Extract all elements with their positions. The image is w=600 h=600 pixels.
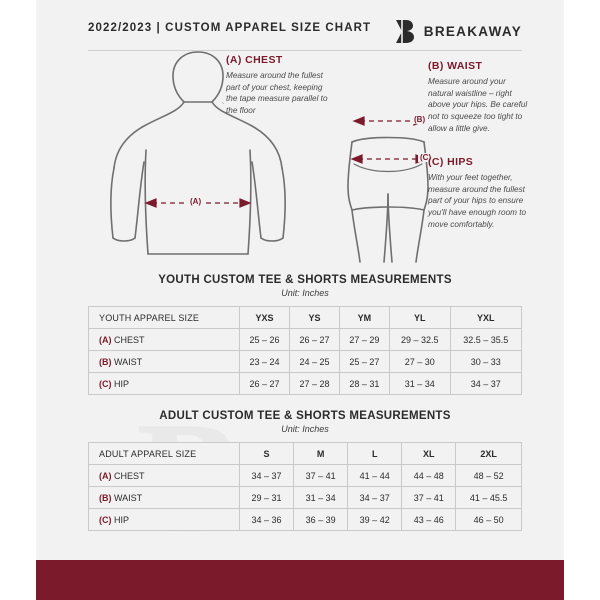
table-header-row bbox=[89, 307, 522, 329]
callout-chest-title: (A) CHEST bbox=[226, 54, 283, 66]
youth-cell-0-3: 29 – 32.5 bbox=[389, 329, 450, 351]
adult-cell-2-3: 43 – 46 bbox=[402, 509, 456, 531]
page-title: 2022/2023 | CUSTOM APPAREL SIZE CHART bbox=[88, 22, 372, 34]
adult-row-header: ADULT APPAREL SIZE bbox=[89, 443, 240, 465]
adult-cell-2-2: 39 – 42 bbox=[348, 509, 402, 531]
youth-col-3: YL bbox=[389, 307, 450, 329]
youth-row-header: YOUTH APPAREL SIZE bbox=[89, 307, 240, 329]
brand-lockup bbox=[392, 18, 522, 44]
youth-cell-2-0: 26 – 27 bbox=[240, 373, 290, 395]
adult-row-1-name: WAIST bbox=[114, 492, 143, 503]
adult-cell-0-1: 37 – 41 bbox=[294, 465, 348, 487]
youth-section bbox=[88, 274, 522, 395]
youth-cell-1-3: 27 – 30 bbox=[389, 351, 450, 373]
chest-measure-tag: (A) bbox=[190, 197, 202, 206]
youth-section-title: YOUTH CUSTOM TEE & SHORTS MEASUREMENTS bbox=[158, 274, 452, 286]
adult-cell-1-3: 37 – 41 bbox=[402, 487, 456, 509]
table-row bbox=[89, 329, 522, 351]
footer-band bbox=[36, 560, 564, 600]
youth-size-table bbox=[88, 306, 522, 395]
youth-row-2-label bbox=[89, 373, 240, 395]
document-header bbox=[36, 14, 564, 50]
youth-cell-1-0: 23 – 24 bbox=[240, 351, 290, 373]
youth-col-0: YXS bbox=[240, 307, 290, 329]
table-row bbox=[89, 373, 522, 395]
adult-section bbox=[88, 410, 522, 531]
callout-hips-body: With your feet together, measure around the fullest part of your hips to ensure you'll have enough room to move comfortably. bbox=[428, 173, 527, 229]
youth-row-0-code: (A) bbox=[99, 334, 112, 345]
youth-cell-2-2: 28 – 31 bbox=[339, 373, 389, 395]
youth-cell-1-2: 25 – 27 bbox=[339, 351, 389, 373]
adult-row-2-name: HIP bbox=[114, 514, 130, 525]
adult-row-0-code: (A) bbox=[99, 470, 112, 481]
adult-row-2-code: (C) bbox=[99, 514, 112, 525]
adult-cell-0-0: 34 – 37 bbox=[240, 465, 294, 487]
adult-row-1-label bbox=[89, 487, 240, 509]
adult-section-title: ADULT CUSTOM TEE & SHORTS MEASUREMENTS bbox=[159, 410, 451, 422]
table-row bbox=[89, 465, 522, 487]
youth-row-2-name: HIP bbox=[114, 378, 130, 389]
youth-row-0-name: CHEST bbox=[114, 334, 145, 345]
adult-cell-1-2: 34 – 37 bbox=[348, 487, 402, 509]
adult-size-table bbox=[88, 442, 522, 531]
adult-row-0-name: CHEST bbox=[114, 470, 145, 481]
table-header-row bbox=[89, 443, 522, 465]
adult-cell-1-4: 41 – 45.5 bbox=[456, 487, 522, 509]
youth-cell-1-1: 24 – 25 bbox=[289, 351, 339, 373]
table-row bbox=[89, 351, 522, 373]
adult-col-4: 2XL bbox=[456, 443, 522, 465]
callout-waist-title: (B) WAIST bbox=[428, 60, 483, 72]
adult-cell-2-0: 34 – 36 bbox=[240, 509, 294, 531]
adult-cell-0-3: 44 – 48 bbox=[402, 465, 456, 487]
adult-row-0-label bbox=[89, 465, 240, 487]
callout-hips-title: (C) HIPS bbox=[428, 156, 474, 168]
youth-cell-0-1: 26 – 27 bbox=[289, 329, 339, 351]
breakaway-b-logo-icon bbox=[392, 18, 416, 44]
callout-waist-body: Measure around your natural waistline – right above your hips. Be careful not to squeeze too tight to allow a little give. bbox=[428, 77, 528, 133]
hips-measure-tag: (C) bbox=[420, 153, 432, 162]
youth-cell-0-0: 25 – 26 bbox=[240, 329, 290, 351]
callout-chest-body: Measure around the fullest part of your chest, keeping the tape measure parallel to the floor bbox=[226, 71, 328, 115]
table-row bbox=[89, 509, 522, 531]
adult-cell-2-4: 46 – 50 bbox=[456, 509, 522, 531]
youth-cell-2-3: 31 – 34 bbox=[389, 373, 450, 395]
youth-row-1-name: WAIST bbox=[114, 356, 143, 367]
size-chart-sheet bbox=[36, 0, 564, 600]
youth-col-2: YM bbox=[339, 307, 389, 329]
callout-hips bbox=[428, 156, 528, 230]
youth-row-1-label bbox=[89, 351, 240, 373]
callout-chest bbox=[226, 54, 334, 117]
adult-cell-0-4: 48 – 52 bbox=[456, 465, 522, 487]
youth-cell-0-2: 27 – 29 bbox=[339, 329, 389, 351]
adult-section-unit: Unit: Inches bbox=[281, 424, 329, 434]
youth-cell-2-4: 34 – 37 bbox=[450, 373, 521, 395]
youth-col-4: YXL bbox=[450, 307, 521, 329]
youth-row-2-code: (C) bbox=[99, 378, 112, 389]
adult-row-2-label bbox=[89, 509, 240, 531]
youth-col-1: YS bbox=[289, 307, 339, 329]
adult-cell-1-0: 29 – 31 bbox=[240, 487, 294, 509]
adult-col-1: M bbox=[294, 443, 348, 465]
adult-cell-2-1: 36 – 39 bbox=[294, 509, 348, 531]
adult-cell-0-2: 41 – 44 bbox=[348, 465, 402, 487]
youth-cell-2-1: 27 – 28 bbox=[289, 373, 339, 395]
youth-cell-0-4: 32.5 – 35.5 bbox=[450, 329, 521, 351]
callout-waist bbox=[428, 60, 528, 134]
adult-row-1-code: (B) bbox=[99, 492, 112, 503]
adult-col-2: L bbox=[348, 443, 402, 465]
adult-col-0: S bbox=[240, 443, 294, 465]
table-row bbox=[89, 487, 522, 509]
measurement-diagram bbox=[88, 46, 528, 268]
youth-row-0-label bbox=[89, 329, 240, 351]
youth-row-1-code: (B) bbox=[99, 356, 112, 367]
youth-section-unit: Unit: Inches bbox=[281, 288, 329, 298]
brand-name: BREAKAWAY bbox=[423, 23, 522, 39]
youth-cell-1-4: 30 – 33 bbox=[450, 351, 521, 373]
adult-cell-1-1: 31 – 34 bbox=[294, 487, 348, 509]
waist-measure-tag: (B) bbox=[414, 115, 426, 124]
adult-col-3: XL bbox=[402, 443, 456, 465]
